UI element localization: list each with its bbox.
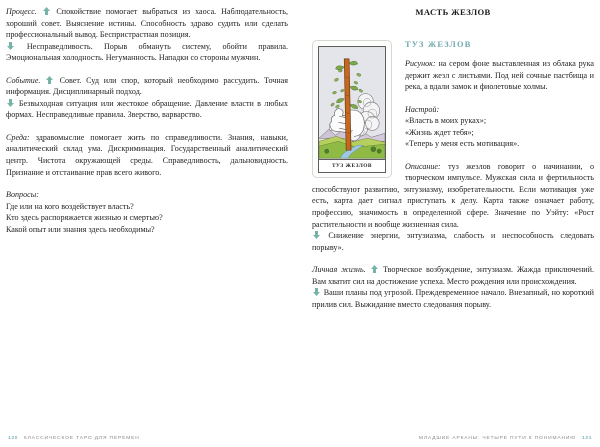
section-personal-life-upright-text: Творческое возбуждение, энтузиазм. Жажда приключений. Вам хватит сил на достижение успеха. Место рождения или происхождения. bbox=[312, 265, 594, 286]
section-event bbox=[6, 75, 288, 98]
section-description-reversed-text: Снижение энергии, энтузиазма, слабость и неспособность следовать порыву». bbox=[312, 231, 594, 252]
affirmation-item: «Теперь у меня есть мотивация». bbox=[405, 139, 520, 149]
ace-of-wands-illustration bbox=[319, 47, 385, 172]
right-page bbox=[300, 0, 600, 447]
arrow-down-icon bbox=[7, 99, 14, 107]
spacer bbox=[312, 17, 594, 40]
page-number-left: 120 bbox=[8, 436, 18, 441]
page-number-right: 121 bbox=[582, 436, 592, 441]
section-event-reversed bbox=[6, 98, 288, 121]
arrow-down-icon bbox=[313, 231, 320, 239]
spacer bbox=[405, 49, 594, 58]
arrow-down-icon bbox=[7, 42, 14, 50]
tarot-card-caption: ТУЗ ЖЕЗЛОВ bbox=[319, 159, 385, 172]
section-description-reversed bbox=[312, 230, 594, 253]
section-description-text: туз жезлов говорит о начинании, о творческом импульсе. Мужская сила и фертильность способствуют развитию, энтузиазму, изобретательности. Если мотивация уже есть, карта дает сигнал приступать к делу. Карта также означает работу, профессию, значимость в определенной сфере. Значение по Уэйту: «Рост растительности и вообще жизненная сила. bbox=[312, 161, 594, 229]
section-event-upright-text: Совет. Суд или спор, который необходимо рассудить. Точная информация. Дисциплинарный подход. bbox=[6, 75, 288, 97]
question-item: Какой опыт или знания здесь необходимы? bbox=[6, 224, 155, 234]
right-page-footer bbox=[419, 436, 592, 441]
section-process-label: Процесс. bbox=[6, 7, 37, 16]
section-picture bbox=[405, 58, 594, 93]
left-page-footer bbox=[8, 436, 140, 441]
section-personal-life-label: Личная жизнь. bbox=[312, 265, 366, 275]
suit-title: МАСТЬ ЖЕЗЛОВ bbox=[415, 7, 491, 17]
section-process-reversed-text: Несправедливость. Порыв обмануть систему, обойти правила. Эмоциональная холодность. Негуманность. Нападки со стороны мужчин. bbox=[6, 41, 288, 63]
spacer bbox=[405, 93, 594, 104]
running-head-right: МЛАДШИЕ АРКАНЫ: ЧЕТЫРЕ ПУТИ К ПОНИМАНИЮ bbox=[418, 436, 577, 441]
right-page-flow bbox=[405, 40, 594, 150]
section-personal-life-reversed bbox=[312, 287, 594, 310]
arrow-down-icon bbox=[313, 288, 320, 296]
section-questions bbox=[6, 189, 288, 235]
section-environment-label: Среда: bbox=[6, 132, 30, 142]
spacer bbox=[6, 178, 288, 189]
tarot-card-artwork bbox=[318, 46, 386, 173]
section-personal-life bbox=[312, 264, 594, 287]
tarot-card-ace-of-wands bbox=[312, 40, 392, 178]
affirmations-label: Настрой: bbox=[405, 104, 440, 114]
running-head-left: КЛАССИЧЕСКОЕ ТАРО ДЛЯ ПЕРЕМЕН bbox=[23, 436, 140, 441]
arrow-up-icon bbox=[46, 76, 53, 84]
tarot-card-figure bbox=[312, 40, 396, 178]
questions-label: Вопросы: bbox=[6, 190, 39, 200]
section-picture-label: Рисунок: bbox=[405, 59, 436, 68]
spacer bbox=[6, 64, 288, 75]
section-process-reversed bbox=[6, 41, 288, 64]
section-process bbox=[6, 6, 288, 41]
question-item: Где или на кого воздействует власть? bbox=[6, 201, 134, 211]
section-event-label: Событие. bbox=[6, 75, 41, 85]
arrow-up-icon bbox=[371, 265, 378, 273]
affirmation-item: «Власть в моих руках»; bbox=[405, 116, 487, 126]
section-environment-text: здравомыслие помогает жить по справедливости. Знания, навыки, аналитический склад ума. Дискриминация. Государственный аналитический центр. Чистота окружающей среды. Справедливость, дальновидность. Признание и отстаивание прав всего живого. bbox=[6, 132, 288, 177]
section-environment bbox=[6, 132, 288, 178]
arrow-up-icon bbox=[43, 7, 50, 15]
section-event-reversed-text: Безвыходная ситуация или жестокое обращение. Давление власти в любых формах. Несправедливые правила. Зверство, варварство. bbox=[6, 98, 288, 120]
card-title: ТУЗ ЖЕЗЛОВ bbox=[405, 40, 472, 49]
spacer bbox=[312, 253, 594, 264]
section-process-upright-text: Спокойствие помогает выбраться из хаоса. Наблюдательность, хороший совет. Выяснение истины. Способность здраво судить или сделать профессиональный вывод. Беспристрастная позиция. bbox=[6, 7, 288, 40]
section-description-label: Описание: bbox=[405, 161, 441, 171]
question-item: Кто здесь распоряжается жизнью и смертью? bbox=[6, 213, 163, 223]
section-personal-life-reversed-text: Ваши планы под угрозой. Преждевременное начало. Внезапный, но короткий прилив сил. Выжидание вместо следования порыву. bbox=[312, 288, 594, 309]
section-picture-text: на сером фоне выставленная из облака рука держит жезл с листьями. Под ней сочные пастбища и река, а вдали замок и фиолетовые холмы. bbox=[405, 59, 594, 92]
section-affirmations bbox=[405, 104, 594, 150]
spacer bbox=[6, 121, 288, 132]
affirmation-item: «Жизнь ждет тебя»; bbox=[405, 127, 474, 137]
